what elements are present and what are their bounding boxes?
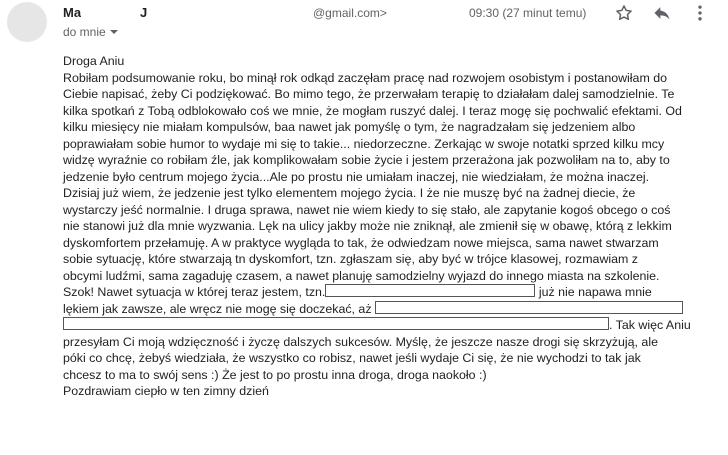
more-options-button[interactable] xyxy=(688,1,712,25)
sender-name: Ma xyxy=(63,5,82,20)
redacted-block xyxy=(375,301,683,314)
body-line: Dzisiaj już wiem, że jedzenie jest tylko elementem mojego życia. I że nie muszę być na żadnej diecie, że xyxy=(63,186,636,200)
body-line: wystarczy jeść normalnie. I druga sprawa, nawet nie wiem kiedy to się stało, ale zapytanie kogoś obcego o coś xyxy=(63,202,671,217)
redacted-block xyxy=(63,317,609,330)
message-time: 09:30 (27 minut temu) xyxy=(469,6,587,20)
body-line: kilka spotkań z Tobą odblokowało coś we mnie, że mogłam ruszyć dalej. I teraz mogę się pochwalić efektami. Od xyxy=(63,103,682,118)
body-line: Ciebie napisać, żeby Ci podziękować. Bo mimo tego, że przerwałam terapię to działałam dalej samodzielnie. Te xyxy=(63,87,675,101)
body-line: sobie sytuację, które stwarzają tn dyskomfort, tzn. zgłaszam się, aby być w trójce klasowej, rozmawiam z xyxy=(63,252,638,266)
body-line: póki co chcę, żebyś wiedziała, że wszystko co robisz, nawet jeśli wydaje Ci się, że nie wychodzi to tak jak xyxy=(63,351,641,365)
reply-button[interactable] xyxy=(650,1,674,25)
body-text-segment: Szok! Nawet sytuacja w której teraz jestem, tzn. xyxy=(63,285,326,299)
recipient-label: do mnie xyxy=(63,25,106,39)
body-text-segment: lękiem jak zawsze, ale wręcz nie mogę się doczekać, aż xyxy=(63,301,372,316)
body-line: Robiłam podsumowanie roku, bo minął rok odkąd zaczęłam pracę nad rozwojem osobistym i postanowiłam do xyxy=(63,70,667,85)
chevron-down-icon xyxy=(109,27,119,37)
body-line: widzę wyraźnie co robiłam źle, jak komplikowałam sobie życie i jestem przerażona jak pozwoliłam na to, aby to xyxy=(63,153,670,167)
star-button[interactable] xyxy=(612,1,636,25)
body-line: chcesz to ma to swój sens :) Że jest to po prostu inna droga, droga naokoło :) xyxy=(63,367,487,382)
more-vert-icon xyxy=(690,3,710,23)
body-line: obcymi ludźmi, sama zagaduję czasem, a nawet planuję samodzielny wyjazd do innego miasta na szkolenie. xyxy=(63,268,660,283)
message-body xyxy=(63,53,709,400)
body-line: przesyłam Ci moją wdzięczność i życzę dalszych sukcesów. Myślę, że jeszcze nasze drogi się skrzyżują, ale xyxy=(63,334,658,349)
redacted-block xyxy=(325,284,535,297)
body-line: dyskomfortem przełamuję. A w praktyce wygląda to tak, że odwiedzam nowe miejsca, sama nawet stwarzam xyxy=(63,235,659,250)
greeting: Droga Aniu xyxy=(63,54,125,68)
star-icon xyxy=(614,3,634,23)
closing: Pozdrawiam ciepło w ten zimny dzień xyxy=(63,384,269,398)
sender-name-last: J xyxy=(140,5,148,20)
body-line: nie stanowi już dla mnie wyzwania. Lęk na ulicy jakby może nie zniknął, ale zmienił się w obawę, którą z lekkim xyxy=(63,219,672,233)
body-text-segment: . Tak więc Aniu xyxy=(609,318,691,332)
body-line xyxy=(63,317,709,334)
body-line: jedzenie było centrum mojego życia...Ale po prostu nie umiałam inaczej, nie wiedziałam, że można inaczej. xyxy=(63,169,650,184)
body-line: kilku miesięcy nie miałam kompulsów, baa nawet jak pomyślę o tym, że nagradzałam się jedzeniem albo xyxy=(63,120,636,134)
body-line xyxy=(63,301,709,318)
recipient-details[interactable] xyxy=(63,25,119,39)
body-line: poprawiałam sobie humor to wydaje mi się to takie... niedorzeczne. Zerkając w swoje notatki sprzed kilku mcy xyxy=(63,136,665,151)
sender-email: @gmail.com> xyxy=(313,6,387,20)
sender-avatar xyxy=(7,2,47,42)
body-line xyxy=(63,284,709,301)
body-text-segment: już nie napawa mnie xyxy=(535,285,652,299)
reply-icon xyxy=(652,3,672,23)
